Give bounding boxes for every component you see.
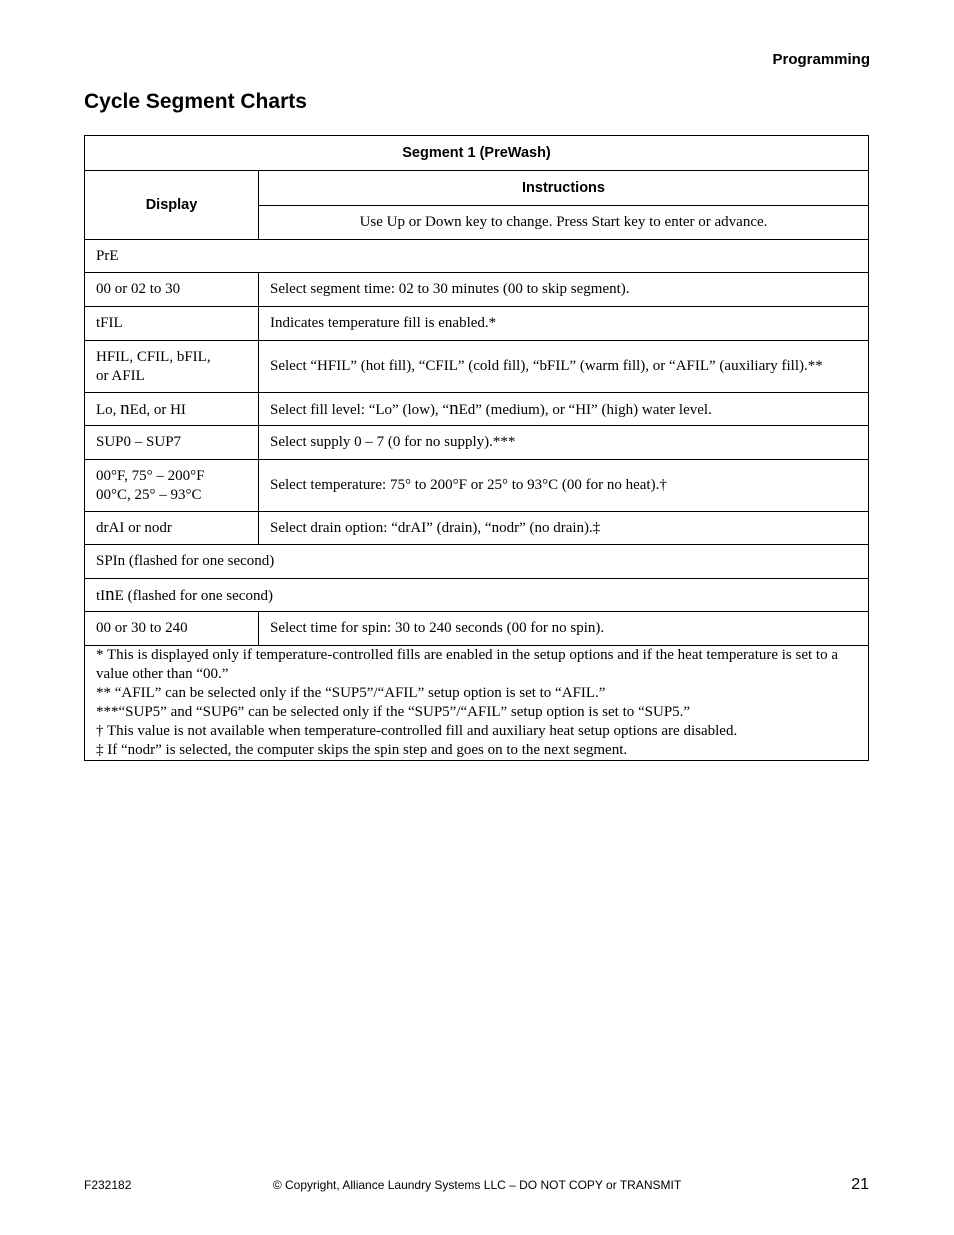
footnote: ** “AFIL” can be selected only if the “SUP5”/“AFIL” setup option is set to “AFIL.”: [96, 685, 606, 701]
footnote: † This value is not available when temperature-controlled fill and auxiliary heat setup options are disabled.: [96, 723, 738, 739]
table-row: [85, 307, 869, 341]
table-row: [85, 612, 869, 646]
footnotes: [85, 646, 869, 761]
footnote: ***“SUP5” and “SUP6” can be selected only if the “SUP5”/“AFIL” setup option is set to “SUP5.”: [96, 704, 691, 720]
temperature-display-line: 00°F, 75° – 200°F: [96, 467, 205, 484]
fill-level-instruction-part: Select fill level: “Lo” (low), “: [270, 401, 450, 418]
temp-fill-display: tFIL: [85, 307, 259, 341]
display-column-header: Display: [85, 171, 259, 240]
spin-time-instruction: Select time for spin: 30 to 240 seconds (00 for no spin).: [259, 612, 869, 646]
instructions-subheader: Use Up or Down key to change. Press Start key to enter or advance.: [259, 206, 869, 240]
supply-instruction: Select supply 0 – 7 (0 for no supply).***: [259, 426, 869, 460]
time-flash-display: [85, 579, 869, 612]
temperature-display: [85, 460, 259, 512]
fill-level-instruction-part: Ed” (medium), or “HI” (high) water level.: [458, 401, 712, 418]
page-number: 21: [851, 1176, 869, 1193]
document-code: F232182: [84, 1178, 132, 1192]
segment-n-glyph: n: [120, 397, 130, 419]
supply-display: SUP0 – SUP7: [85, 426, 259, 460]
table-row: [85, 341, 869, 393]
table-row: [85, 579, 869, 612]
footnotes-row: [85, 646, 869, 761]
page-title: Cycle Segment Charts: [84, 90, 307, 113]
fill-level-display-part: Lo,: [96, 401, 121, 418]
table-row: [85, 460, 869, 512]
temp-fill-instruction: Indicates temperature fill is enabled.*: [259, 307, 869, 341]
footnote: * This is displayed only if temperature-controlled fills are enabled in the setup options and if the heat temperature is set to a value other than “00.”: [96, 647, 839, 682]
segment-n-glyph: n: [449, 397, 459, 419]
segment-table: [84, 135, 869, 761]
footnote: ‡ If “nodr” is selected, the computer skips the spin step and goes on to the next segment.: [96, 742, 628, 758]
temperature-display-line: 00°C, 25° – 93°C: [96, 486, 202, 503]
table-row: [85, 426, 869, 460]
table-row: [85, 240, 869, 273]
table-row: [85, 273, 869, 307]
drain-display: drAI or nodr: [85, 512, 259, 545]
table-row: [85, 393, 869, 426]
fill-level-display-part: Ed, or HI: [129, 401, 186, 418]
segment-n-glyph: n: [105, 583, 115, 605]
time-flash-part: E (flashed for one second): [114, 587, 273, 604]
time-flash-part: tI: [96, 587, 106, 604]
table-caption: Segment 1 (PreWash): [85, 136, 869, 171]
fill-type-display-line: or AFIL: [96, 367, 145, 384]
drain-instruction: Select drain option: “drAI” (drain), “nodr” (no drain).‡: [259, 512, 869, 545]
temperature-instruction: Select temperature: 75° to 200°F or 25° to 93°C (00 for no heat).†: [259, 460, 869, 512]
section-header: Programming: [772, 51, 870, 68]
fill-type-display: [85, 341, 259, 393]
fill-type-instruction: Select “HFIL” (hot fill), “CFIL” (cold fill), “bFIL” (warm fill), or “AFIL” (auxiliary fill).**: [259, 341, 869, 393]
spin-time-display: 00 or 30 to 240: [85, 612, 259, 646]
copyright-notice: © Copyright, Alliance Laundry Systems LLC – DO NOT COPY or TRANSMIT: [272, 1178, 682, 1192]
instructions-column-header: Instructions: [259, 171, 869, 206]
spin-flash-display: SPIn (flashed for one second): [85, 545, 869, 579]
segment-time-instruction: Select segment time: 02 to 30 minutes (00 to skip segment).: [259, 273, 869, 307]
segment-time-display: 00 or 02 to 30: [85, 273, 259, 307]
prewash-display: PrE: [85, 240, 869, 273]
fill-type-display-line: HFIL, CFIL, bFIL,: [96, 348, 211, 365]
table-row: [85, 512, 869, 545]
table-row: [85, 545, 869, 579]
fill-level-display: [85, 393, 259, 426]
fill-level-instruction: [259, 393, 869, 426]
